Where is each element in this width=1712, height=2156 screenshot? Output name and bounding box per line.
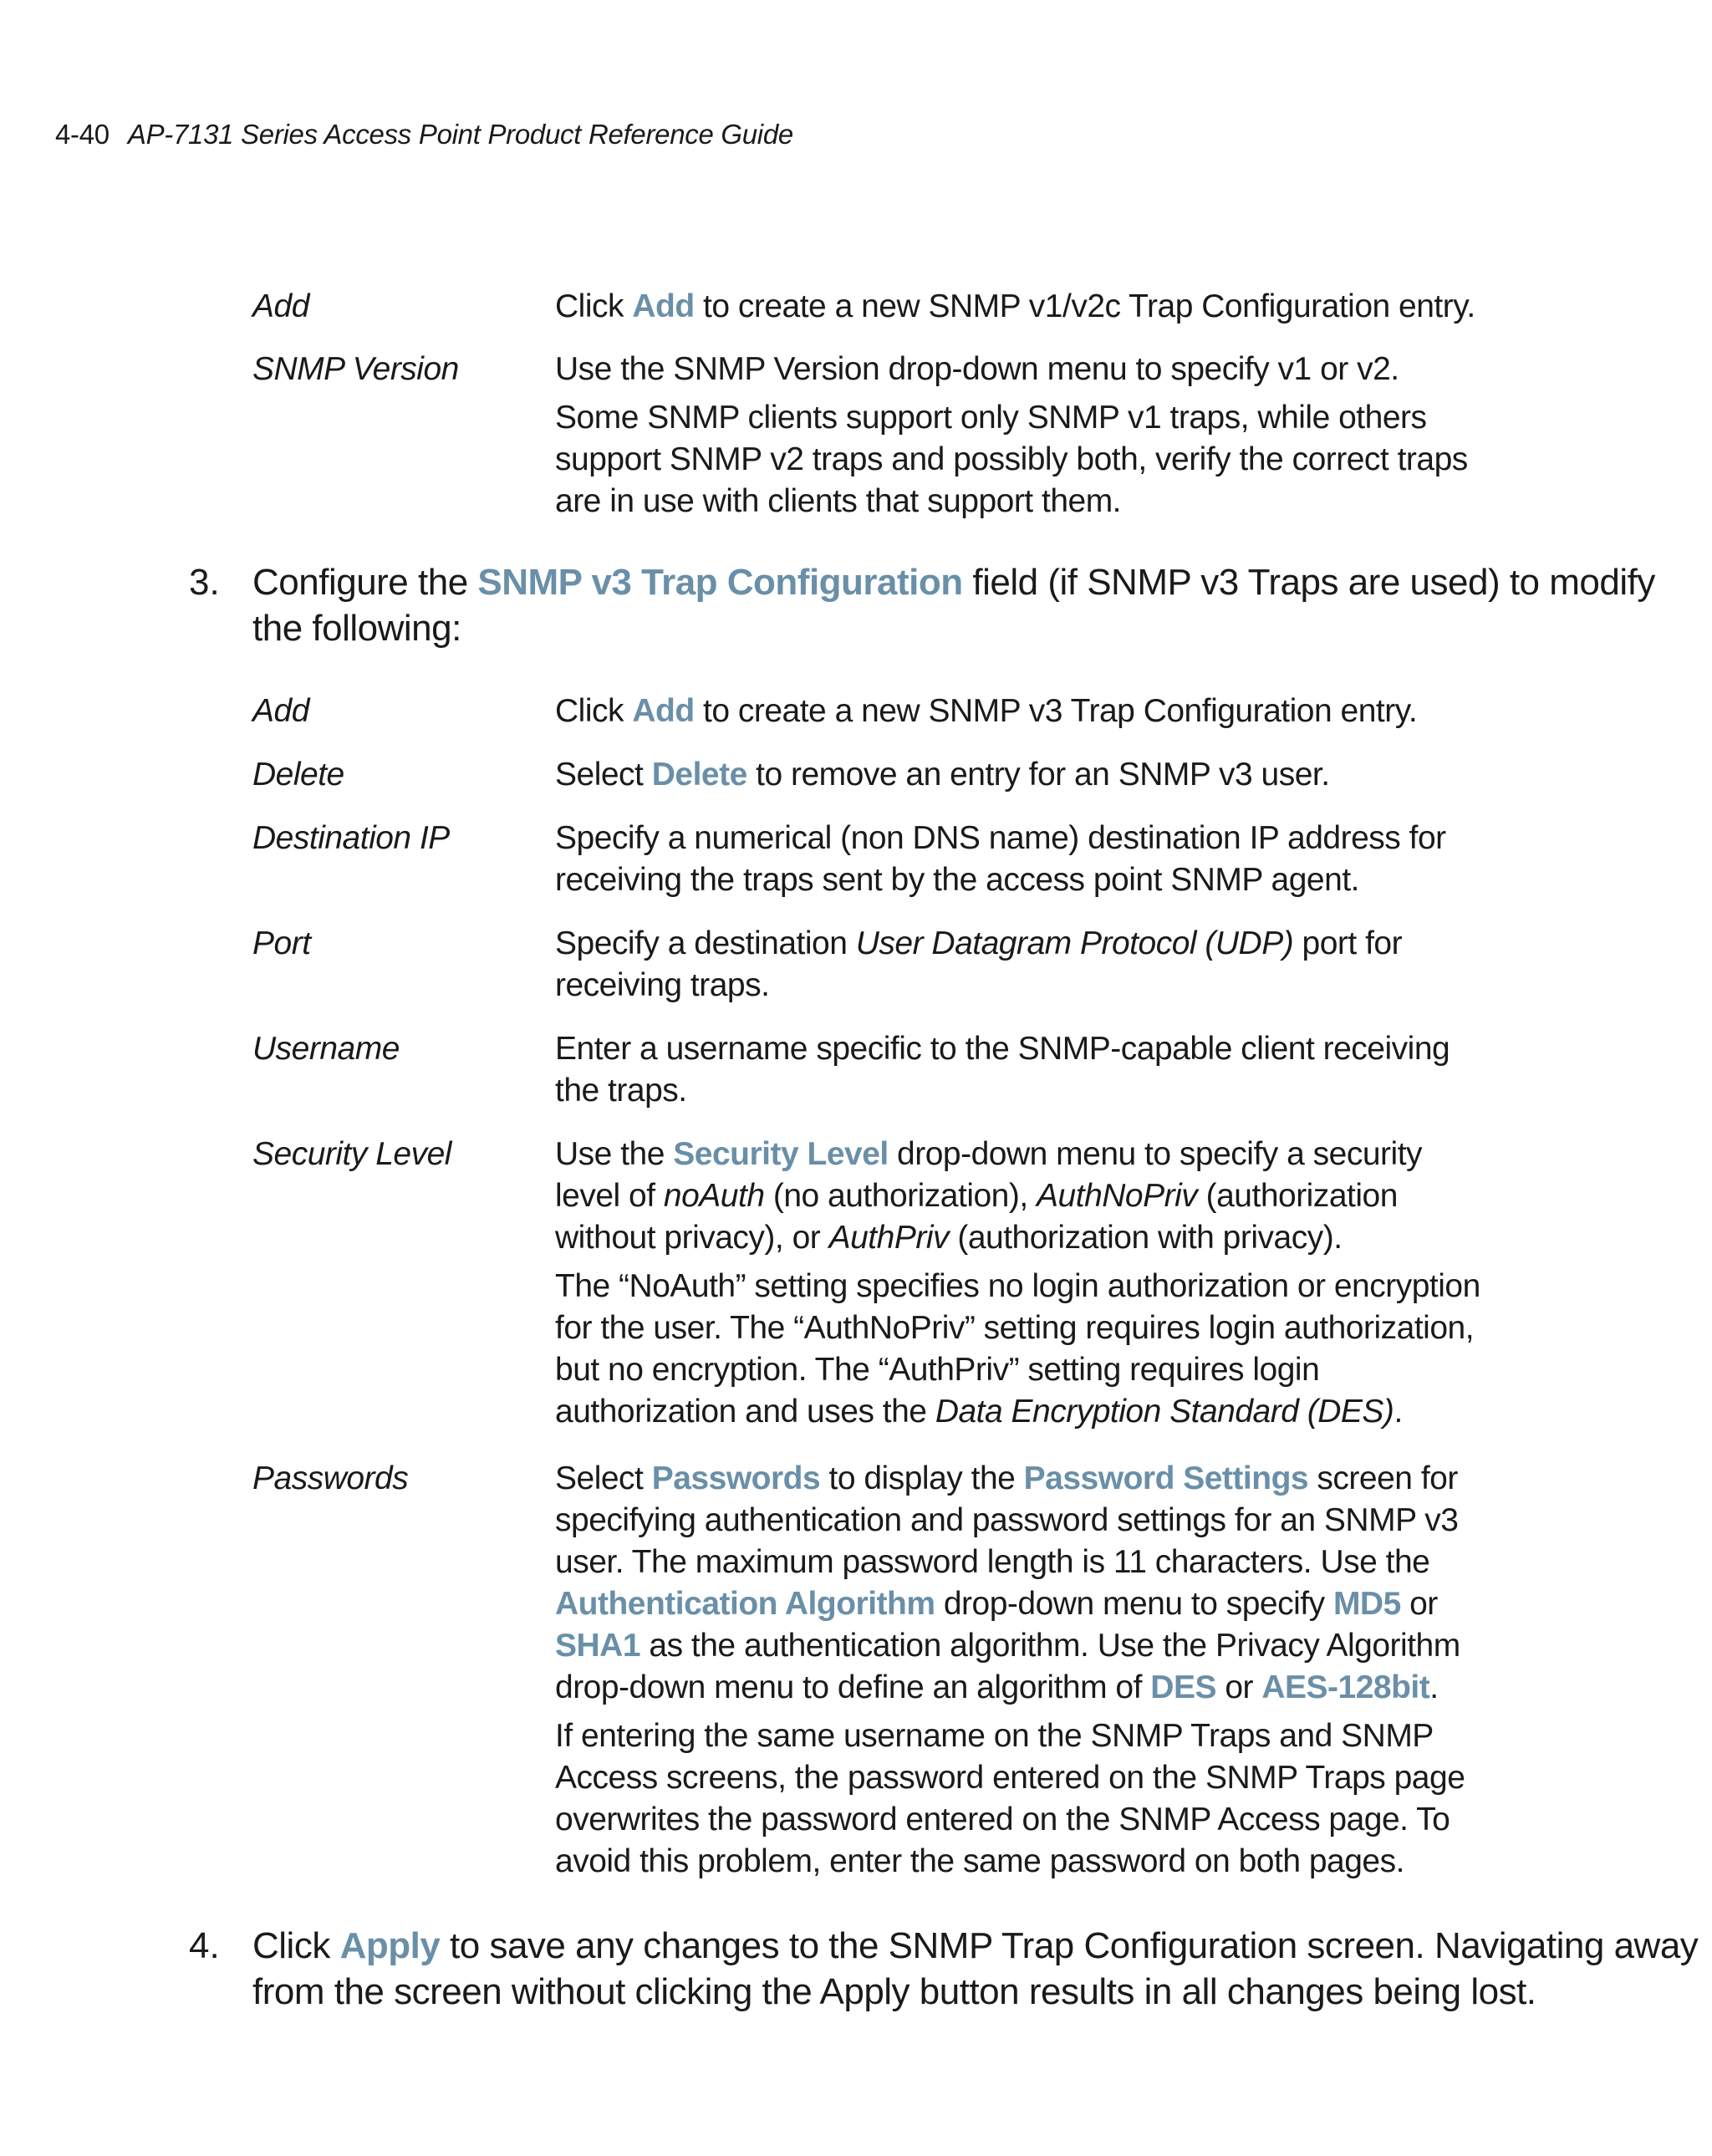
step-number: 4. <box>189 1925 220 1966</box>
term-add: Add <box>252 693 309 729</box>
ui-ref-des: DES <box>1150 1669 1216 1705</box>
description-delete: Select Delete to remove an entry for an SNMP v3 user. <box>555 757 1330 793</box>
ui-ref-snmp-v3-trap-configuration: SNMP v3 Trap Configuration <box>477 562 963 603</box>
snmp-version-note: Some SNMP clients support only SNMP v1 traps, while others support SNMP v2 traps and possibly both, verify the correct traps are in use with clients that support them. <box>555 400 1468 519</box>
description-add: Click Add to create a new SNMP v3 Trap Configuration entry. <box>555 693 1418 729</box>
description-snmp-version: Use the SNMP Version drop-down menu to specify v1 or v2. Some SNMP clients support only SNMP v1 traps, while others support SNMP v2 traps and possibly both, verify the correct traps are in use with clients that support them. <box>555 349 1416 522</box>
ui-ref-apply: Apply <box>339 1925 441 1966</box>
step-text: Configure the SNMP v3 Trap Configuration field (if SNMP v3 Traps are used) to modify the following: <box>252 562 1655 649</box>
ui-ref-passwords: Passwords <box>651 1460 821 1496</box>
term-delete: Delete <box>252 757 344 793</box>
passwords-note: If entering the same username on the SNMP Traps and SNMP Access screens, the password entered on the SNMP Traps page overwrites the password entered on the SNMP Access page. To avoid this problem, enter the same password on both pages. <box>555 1718 1465 1879</box>
step-text: Click Apply to save any changes to the SNMP Trap Configuration screen. Navigating away from the screen without clicking the Apply button results in all changes being lost. <box>252 1925 1699 2012</box>
term-passwords: Passwords <box>252 1460 409 1496</box>
term-security-level: Security Level <box>252 1136 451 1172</box>
description-destination-ip: Specify a numerical (non DNS name) destination IP address for receiving the traps sent by the access point SNMP agent. <box>555 820 1446 898</box>
term-snmp-version: SNMP Version <box>252 351 459 387</box>
ui-ref-md5: MD5 <box>1332 1586 1401 1622</box>
ui-ref-aes-128bit: AES-128bit <box>1261 1669 1430 1705</box>
description-port: Specify a destination User Datagram Protocol (UDP) port for receiving traps. <box>555 925 1403 1003</box>
guide-title: AP-7131 Series Access Point Product Reference Guide <box>127 119 793 150</box>
page-number: 4-40 <box>55 119 110 150</box>
description-username: Enter a username specific to the SNMP-capable client receiving the traps. <box>555 1031 1450 1109</box>
security-level-note: The “NoAuth” setting specifies no login authorization or encryption for the user. The “AuthNoPriv” setting requires login authorization, but no encryption. The “AuthPriv” setting requires login authorization and uses the Data Encryption Standard (DES). <box>555 1268 1480 1430</box>
description-security-level: Use the Security Level drop-down menu to specify a security level of noAuth (no authorization), AuthNoPriv (authorization without privacy), or AuthPriv (authorization with privacy). The “NoAuth” setting specifies no login authorization or encryption for the user. The “AuthNoPriv” setting requires login authorization, but no encryption. The “AuthPriv” setting requires login authorization and uses the Data Encryption Standard (DES). <box>555 1134 1416 1433</box>
term-add: Add <box>252 288 309 324</box>
ui-ref-password-settings: Password Settings <box>1023 1460 1309 1496</box>
ui-ref-authentication-algorithm: Authentication Algorithm <box>555 1586 935 1622</box>
ui-ref-sha1: SHA1 <box>555 1628 641 1664</box>
running-header <box>55 119 793 150</box>
term-destination-ip: Destination IP <box>252 820 450 856</box>
ui-ref-delete: Delete <box>651 757 747 793</box>
step-number: 3. <box>189 562 220 603</box>
ui-ref-security-level: Security Level <box>673 1136 889 1172</box>
term-port: Port <box>252 925 311 961</box>
description-passwords: Select Passwords to display the Password Settings screen for specifying authentication and password settings for an SNMP v3 user. The maximum password length is 11 characters. Use the Authentication Algorithm drop-down menu to specify MD5 or SHA1 as the authentication algorithm. Use the Privacy Algorithm drop-down menu to define an algorithm of DES or AES-128bit. If entering the same username on the SNMP Traps and SNMP Access screens, the password entered on the SNMP Traps page overwrites the password entered on the SNMP Access page. To avoid this problem, enter the same password on both pages. <box>555 1458 1416 1883</box>
ui-ref-add: Add <box>632 288 695 324</box>
ui-ref-add: Add <box>632 693 695 729</box>
term-username: Username <box>252 1031 400 1067</box>
description-add: Click Add to create a new SNMP v1/v2c Trap Configuration entry. <box>555 288 1475 324</box>
